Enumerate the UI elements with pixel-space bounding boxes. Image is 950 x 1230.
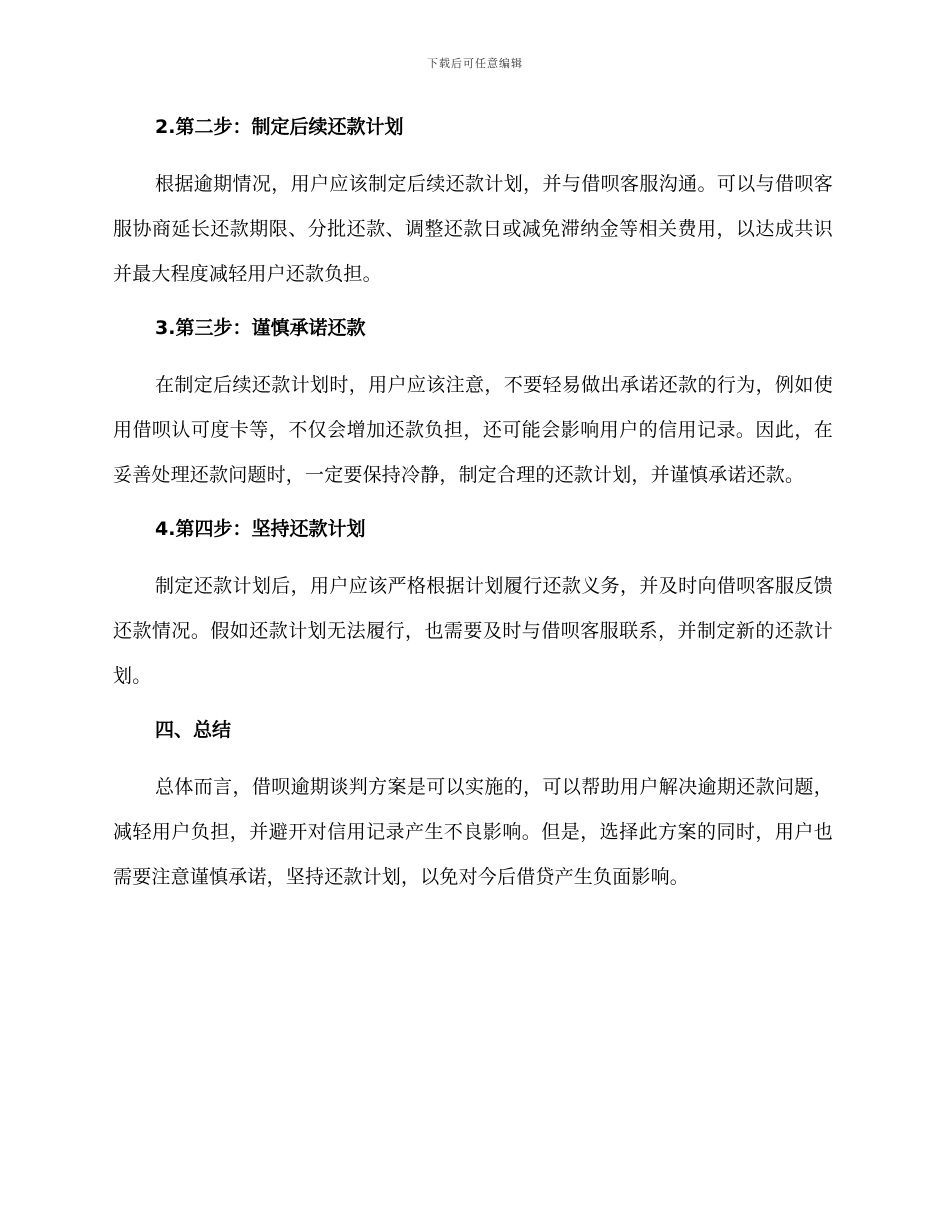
section-step-4	[113, 514, 833, 699]
section-step-2	[113, 112, 833, 297]
section-step-3	[113, 313, 833, 498]
section-paragraph: 在制定后续还款计划时，用户应该注意，不要轻易做出承诺还款的行为，例如使用借呗认可度卡等，不仅会增加还款负担，还可能会影响用户的信用记录。因此，在妥善处理还款问题时，一定要保持冷静，制定合理的还款计划，并谨慎承诺还款。	[113, 374, 833, 486]
section-heading: 3.第三步：谨慎承诺还款	[155, 317, 366, 339]
section-heading: 2.第二步：制定后续还款计划	[155, 116, 404, 138]
section-paragraph: 制定还款计划后，用户应该严格根据计划履行还款义务，并及时向借呗客服反馈还款情况。假如还款计划无法履行，也需要及时与借呗客服联系，并制定新的还款计划。	[113, 575, 833, 687]
header-note: 下载后可任意编辑	[427, 57, 523, 70]
section-heading: 4.第四步：坚持还款计划	[155, 518, 366, 540]
document-body	[113, 112, 833, 916]
section-paragraph: 根据逾期情况，用户应该制定后续还款计划，并与借呗客服沟通。可以与借呗客服协商延长还款期限、分批还款、调整还款日或减免滞纳金等相关费用，以达成共识并最大程度减轻用户还款负担。	[113, 173, 833, 285]
section-summary	[113, 715, 833, 900]
section-paragraph: 总体而言，借呗逾期谈判方案是可以实施的，可以帮助用户解决逾期还款问题，减轻用户负担，并避开对信用记录产生不良影响。但是，选择此方案的同时，用户也需要注意谨慎承诺，坚持还款计划，以免对今后借贷产生负面影响。	[113, 776, 833, 888]
section-heading: 四、总结	[155, 719, 232, 741]
